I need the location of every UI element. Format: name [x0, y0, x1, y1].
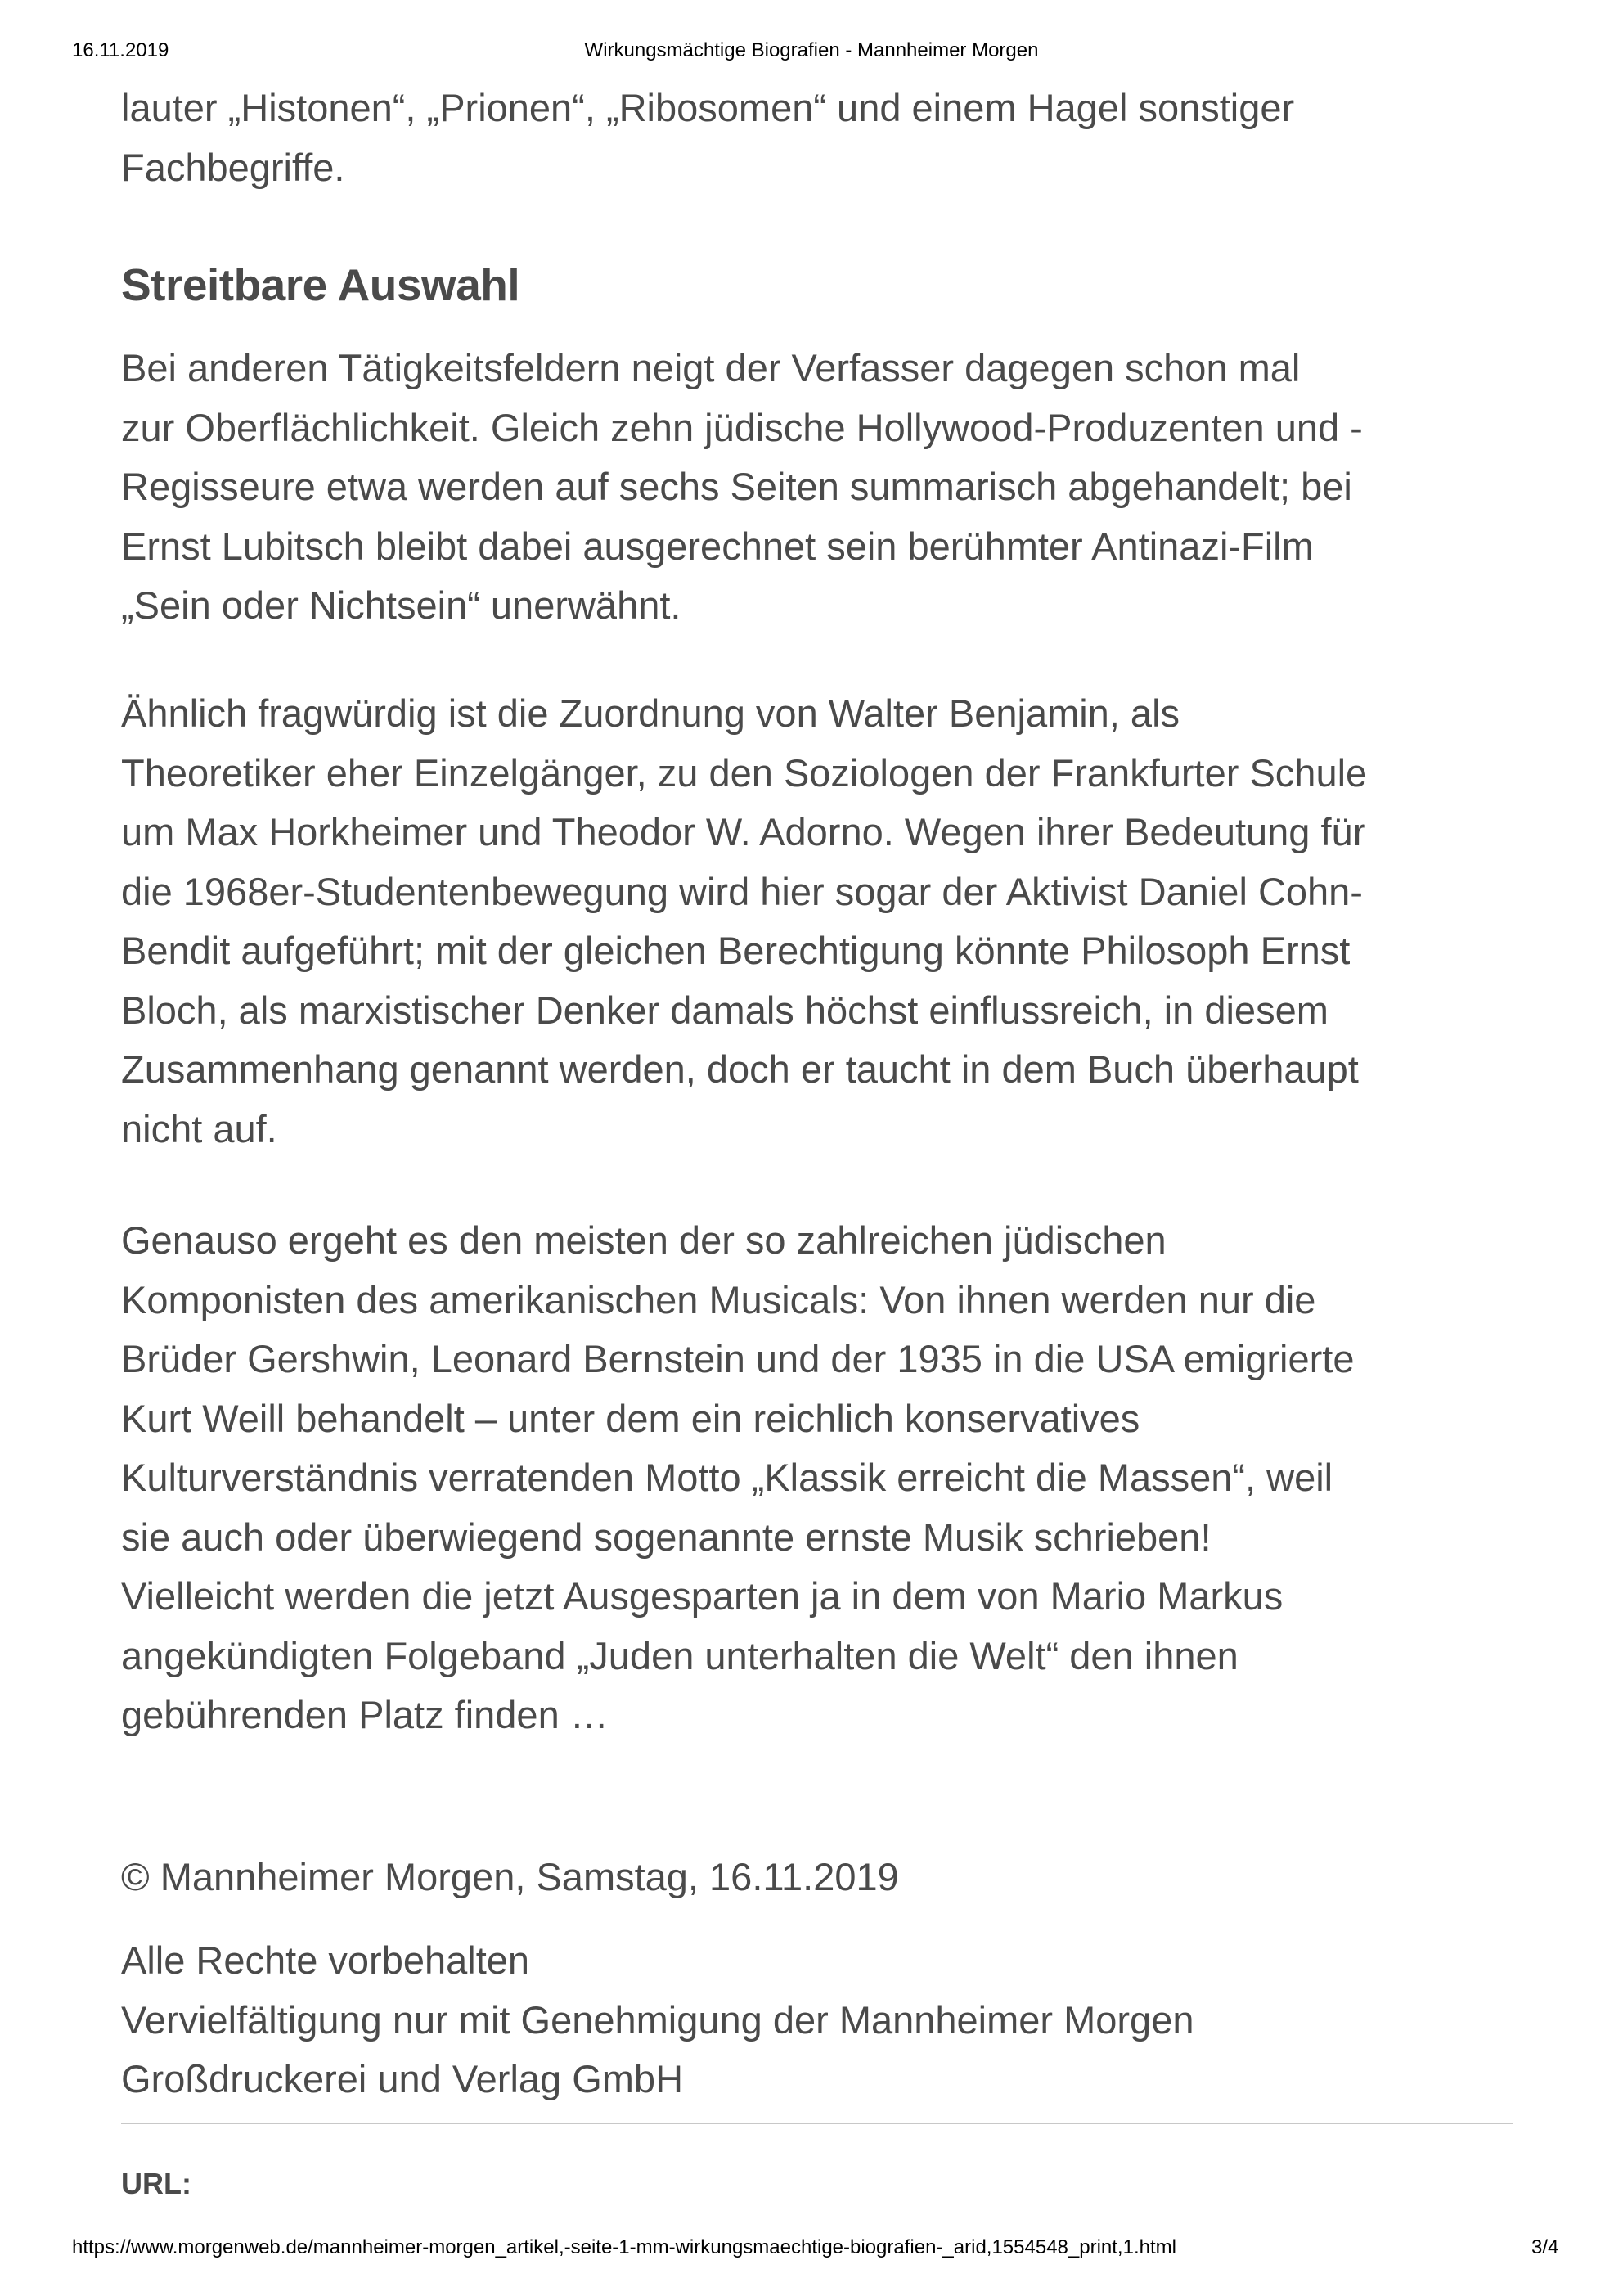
text-line: Kurt Weill behandelt – unter dem ein reichlich konservatives	[121, 1396, 1140, 1440]
print-url: https://www.morgenweb.de/mannheimer-morgen_artikel,-seite-1-mm-wirkungsmaechtige-biografien-_arid,1554548_print,1.html	[72, 2236, 1176, 2258]
text-line: sie auch oder überwiegend sogenannte ernste Musik schrieben!	[121, 1515, 1212, 1559]
text-line: Fachbegriffe.	[121, 145, 345, 189]
text-line: Vervielfältigung nur mit Genehmigung der Mannheimer Morgen	[121, 1997, 1194, 2042]
text-line: Alle Rechte vorbehalten	[121, 1938, 530, 1982]
article-body	[121, 79, 1528, 2100]
text-line: „Sein oder Nichtsein“ unerwähnt.	[121, 583, 681, 627]
text-line: angekündigten Folgeband „Juden unterhalten die Welt“ den ihnen	[121, 1633, 1239, 1677]
paragraph	[121, 339, 1528, 636]
text-line: Theoretiker eher Einzelgänger, zu den Soziologen der Frankfurter Schule	[121, 750, 1368, 795]
rights-notice	[121, 1931, 1528, 2109]
text-line: die 1968er-Studentenbewegung wird hier sogar der Aktivist Daniel Cohn-	[121, 869, 1363, 913]
text-line: zur Oberflächlichkeit. Gleich zehn jüdische Hollywood-Produzenten und -	[121, 405, 1363, 449]
text-line: Kulturverständnis verratenden Motto „Klassik erreicht die Massen“, weil	[121, 1456, 1333, 1499]
text-line: Zusammenhang genannt werden, doch er taucht in dem Buch überhaupt	[121, 1047, 1359, 1091]
print-header	[0, 39, 1623, 72]
url-label: URL:	[121, 2167, 191, 2200]
intro-paragraph	[121, 79, 1528, 197]
text-line: Bei anderen Tätigkeitsfeldern neigt der Verfasser dagegen schon mal	[121, 346, 1301, 389]
text-line: nicht auf.	[121, 1106, 277, 1150]
text-line: Bendit aufgeführt; mit der gleichen Berechtigung könnte Philosoph Ernst	[121, 929, 1351, 972]
print-date: 16.11.2019	[72, 39, 169, 61]
text-line: Komponisten des amerikanischen Musicals: Von ihnen werden nur die	[121, 1277, 1316, 1321]
copyright-notice: © Mannheimer Morgen, Samstag, 16.11.2019	[121, 1855, 899, 1898]
paragraph	[121, 684, 1528, 1159]
text-line: lauter „Histonen“, „Prionen“, „Ribosomen“ und einem Hagel sonstiger	[121, 86, 1295, 129]
section-heading: Streitbare Auswahl	[121, 259, 520, 310]
text-line: um Max Horkheimer und Theodor W. Adorno. Wegen ihrer Bedeutung für	[121, 810, 1366, 853]
text-line: Brüder Gershwin, Leonard Bernstein und der 1935 in die USA emigrierte	[121, 1337, 1355, 1380]
text-line: Regisseure etwa werden auf sechs Seiten summarisch abgehandelt; bei	[121, 465, 1352, 508]
divider	[121, 2123, 1513, 2124]
text-line: Bloch, als marxistischer Denker damals höchst einflussreich, in diesem	[121, 988, 1329, 1032]
page-number: 3/4	[1531, 2236, 1559, 2258]
print-page-title: Wirkungsmächtige Biografien - Mannheimer Morgen	[584, 39, 1039, 61]
text-line: Ernst Lubitsch bleibt dabei ausgerechnet sein berühmter Antinazi-Film	[121, 524, 1314, 568]
text-line: gebührenden Platz finden …	[121, 1693, 609, 1736]
paragraph	[121, 1211, 1528, 1745]
text-line: Genauso ergeht es den meisten der so zahlreichen jüdischen	[121, 1218, 1167, 1262]
text-line: Großdruckerei und Verlag GmbH	[121, 2057, 684, 2100]
text-line: Ähnlich fragwürdig ist die Zuordnung von Walter Benjamin, als	[121, 691, 1180, 735]
text-line: Vielleicht werden die jetzt Ausgesparten ja in dem von Mario Markus	[121, 1574, 1284, 1618]
